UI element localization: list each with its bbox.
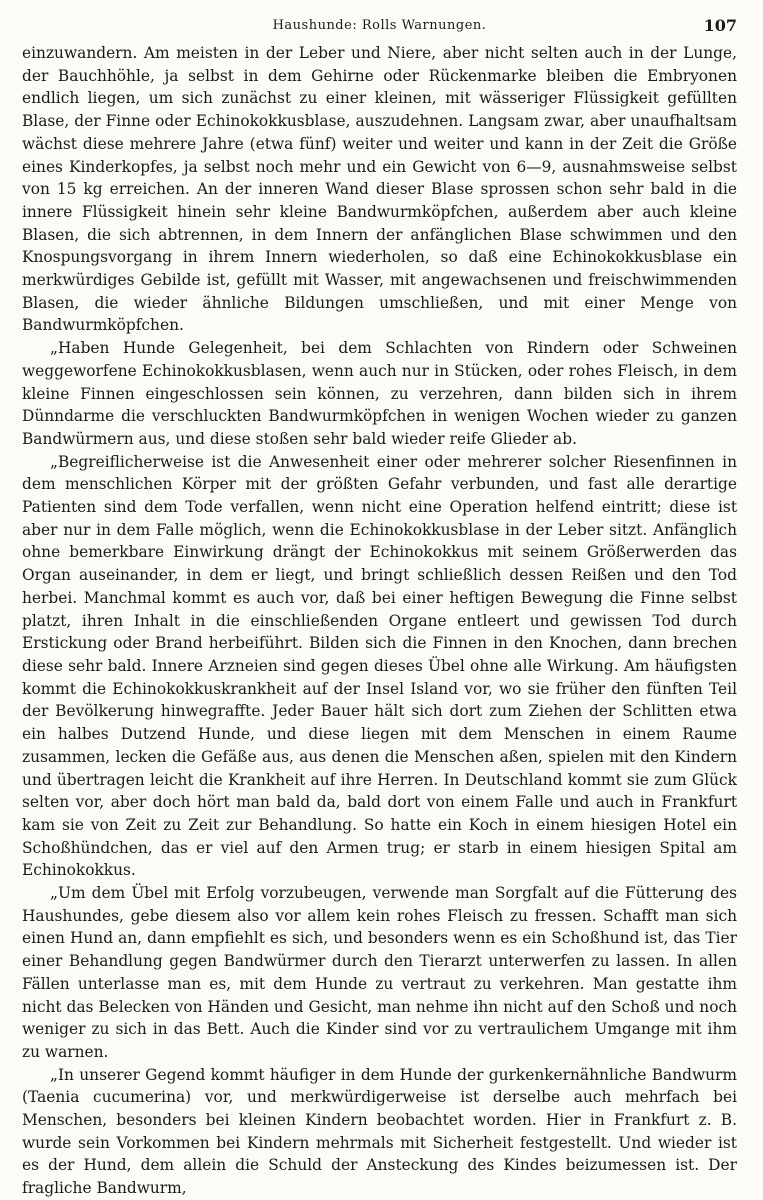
paragraph-5: „In unserer Gegend kommt häufiger in dem Hunde der gurkenkernähnliche Bandwurm (Taenia cucumerina) vor, und merkwürdigerweise ist derselbe auch mehrfach bei Menschen, besonders bei kleinen Kindern beobachtet worden. Hier in Frankfurt z. B. wurde sein Vorkommen bei Kindern mehrmals mit Sicherheit festgestellt. Und wieder ist es der Hund, dem allein die Schuld der Ansteckung des Kindes beizumessen ist. Der fragliche Bandwurm,: [22, 1065, 737, 1198]
page-header: [22, 16, 737, 42]
paragraph-2: „Haben Hunde Gelegenheit, bei dem Schlachten von Rindern oder Schweinen weggeworfene Echinokokkusblasen, wenn auch nur in Stücken, oder rohes Fleisch, in dem kleine Finnen eingeschlossen sein können, zu verzehren, dann bilden sich in ihrem Dünndarme die verschluckten Bandwurmköpfchen in wenigen Wochen wieder zu ganzen Bandwürmern aus, und diese stoßen sehr bald wieder reife Glieder ab.: [22, 339, 737, 448]
page-number: 107: [703, 16, 737, 35]
paragraph-3: „Begreiflicherweise ist die Anwesenheit einer oder mehrerer solcher Riesenfinnen in dem menschlichen Körper mit der größten Gefahr verbunden, und fast alle derartige Patienten sind dem Tode verfallen, wenn nicht eine Operation helfend eintritt; diese ist aber nur in dem Falle möglich, wenn die Echinokokkusblase in der Leber sitzt. Anfänglich ohne bemerkbare Einwirkung drängt der Echinokokkus mit seinem Größerwerden das Organ auseinander, in dem er liegt, und bringt schließlich dessen Reißen und den Tod herbei. Manchmal kommt es auch vor, daß bei einer heftigen Bewegung die Finne selbst platzt, ihren Inhalt in die einschließenden Organe entleert und gewissen Tod durch Erstickung oder Brand herbeiführt. Bilden sich die Finnen in den Knochen, dann brechen diese sehr bald. Innere Arzneien sind gegen dieses Übel ohne alle Wirkung. Am häufigsten kommt die Echinokokkuskrankheit auf der Insel Island vor, wo sie früher den fünften Teil der Bevölkerung hinwegraffte. Jeder Bauer hält sich dort zum Ziehen der Schlitten etwa ein halbes Dutzend Hunde, und diese liegen mit dem Menschen in einem Raume zusammen, lecken die Gefäße aus, aus denen die Menschen aßen, spielen mit den Kindern und übertragen leicht die Krankheit auf ihre Herren. In Deutschland kommt sie zum Glück selten vor, aber doch hört man bald da, bald dort von einem Falle und auch in Frankfurt kam sie von Zeit zu Zeit zur Behandlung. So hatte ein Koch in einem hiesigen Hotel ein Schoßhündchen, das er viel auf den Armen trug; er starb in einem hiesigen Spital am Echinokokkus.: [22, 452, 737, 880]
paragraph-1: einzuwandern. Am meisten in der Leber und Niere, aber nicht selten auch in der Lunge, der Bauchhöhle, ja selbst in dem Gehirne oder Rückenmarke bleiben die Embryonen endlich liegen, um sich zunächst zu einer kleinen, mit wässeriger Flüssigkeit gefüllten Blase, der Finne oder Echinokokkusblase, auszudehnen. Langsam zwar, aber unaufhaltsam wächst diese mehrere Jahre (etwa fünf) weiter und weiter und kann in der Zeit die Größe eines Kinderkopfes, ja selbst noch mehr und ein Gewicht von 6—9, ausnahmsweise selbst von 15 kg erreichen. An der inneren Wand dieser Blase sprossen schon sehr bald in die innere Flüssigkeit hinein sehr kleine Bandwurmköpfchen, außerdem aber auch kleine Blasen, die sich abtrennen, in dem Innern der anfänglichen Blase schwimmen und den Knospungsvorgang in ihrem Innern wiederholen, so daß eine Echinokokkusblase ein merkwürdiges Gebilde ist, gefüllt mit Wasser, mit angewachsenen und freischwimmenden Blasen, die wieder ähnliche Bildungen umschließen, und mit einer Menge von Bandwurmköpfchen.: [22, 44, 737, 335]
body-text: [22, 42, 737, 1200]
running-title: Haushunde: Rolls Warnungen.: [272, 18, 487, 33]
paragraph-4: „Um dem Übel mit Erfolg vorzubeugen, verwende man Sorgfalt auf die Fütterung des Haushundes, gebe diesem also vor allem kein rohes Fleisch zu fressen. Schafft man sich einen Hund an, dann empfiehlt es sich, und besonders wenn es ein Schoßhund ist, das Tier einer Behandlung gegen Bandwürmer durch den Tierarzt unterwerfen zu lassen. In allen Fällen unterlasse man es, mit dem Hunde zu vertraut zu verkehren. Man gestatte ihm nicht das Belecken von Händen und Gesicht, man nehme ihn nicht auf den Schoß und noch weniger zu sich in das Bett. Auch die Kinder sind vor zu vertraulichem Umgange mit ihm zu warnen.: [22, 884, 737, 1061]
